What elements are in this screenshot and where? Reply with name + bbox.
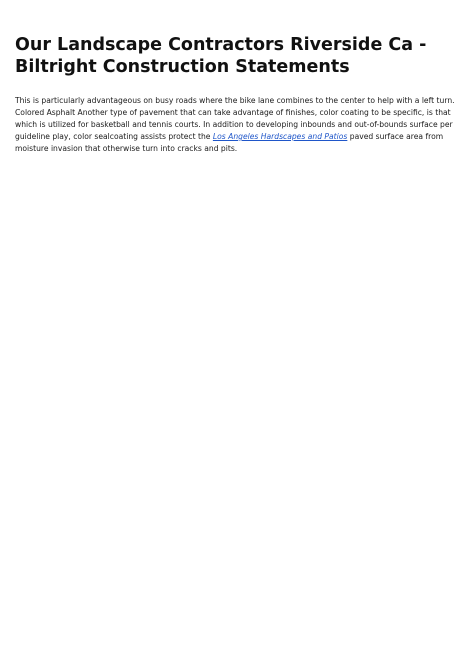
paragraph-text-after-link: paved surface area from moisture invasion that otherwise turn into cracks and pits. xyxy=(15,132,444,153)
paragraph-text-before-link: This is particularly advantageous on busy roads where the bike lane combines to the center to help with a left turn. Colored Asphalt Another type of pavement that can take advantage of finishes, color coating to be specific, is that which is utilized for basketball and tennis courts. In addition to developing inbounds and out-of-bounds surface per guideline play, color sealcoating assists protect the xyxy=(15,96,455,141)
hardscapes-link[interactable]: Los Angeles Hardscapes and Patios xyxy=(212,132,348,141)
body-paragraph xyxy=(15,95,465,155)
page-title: Our Landscape Contractors Riverside Ca - Biltright Construction Statements xyxy=(15,35,427,77)
